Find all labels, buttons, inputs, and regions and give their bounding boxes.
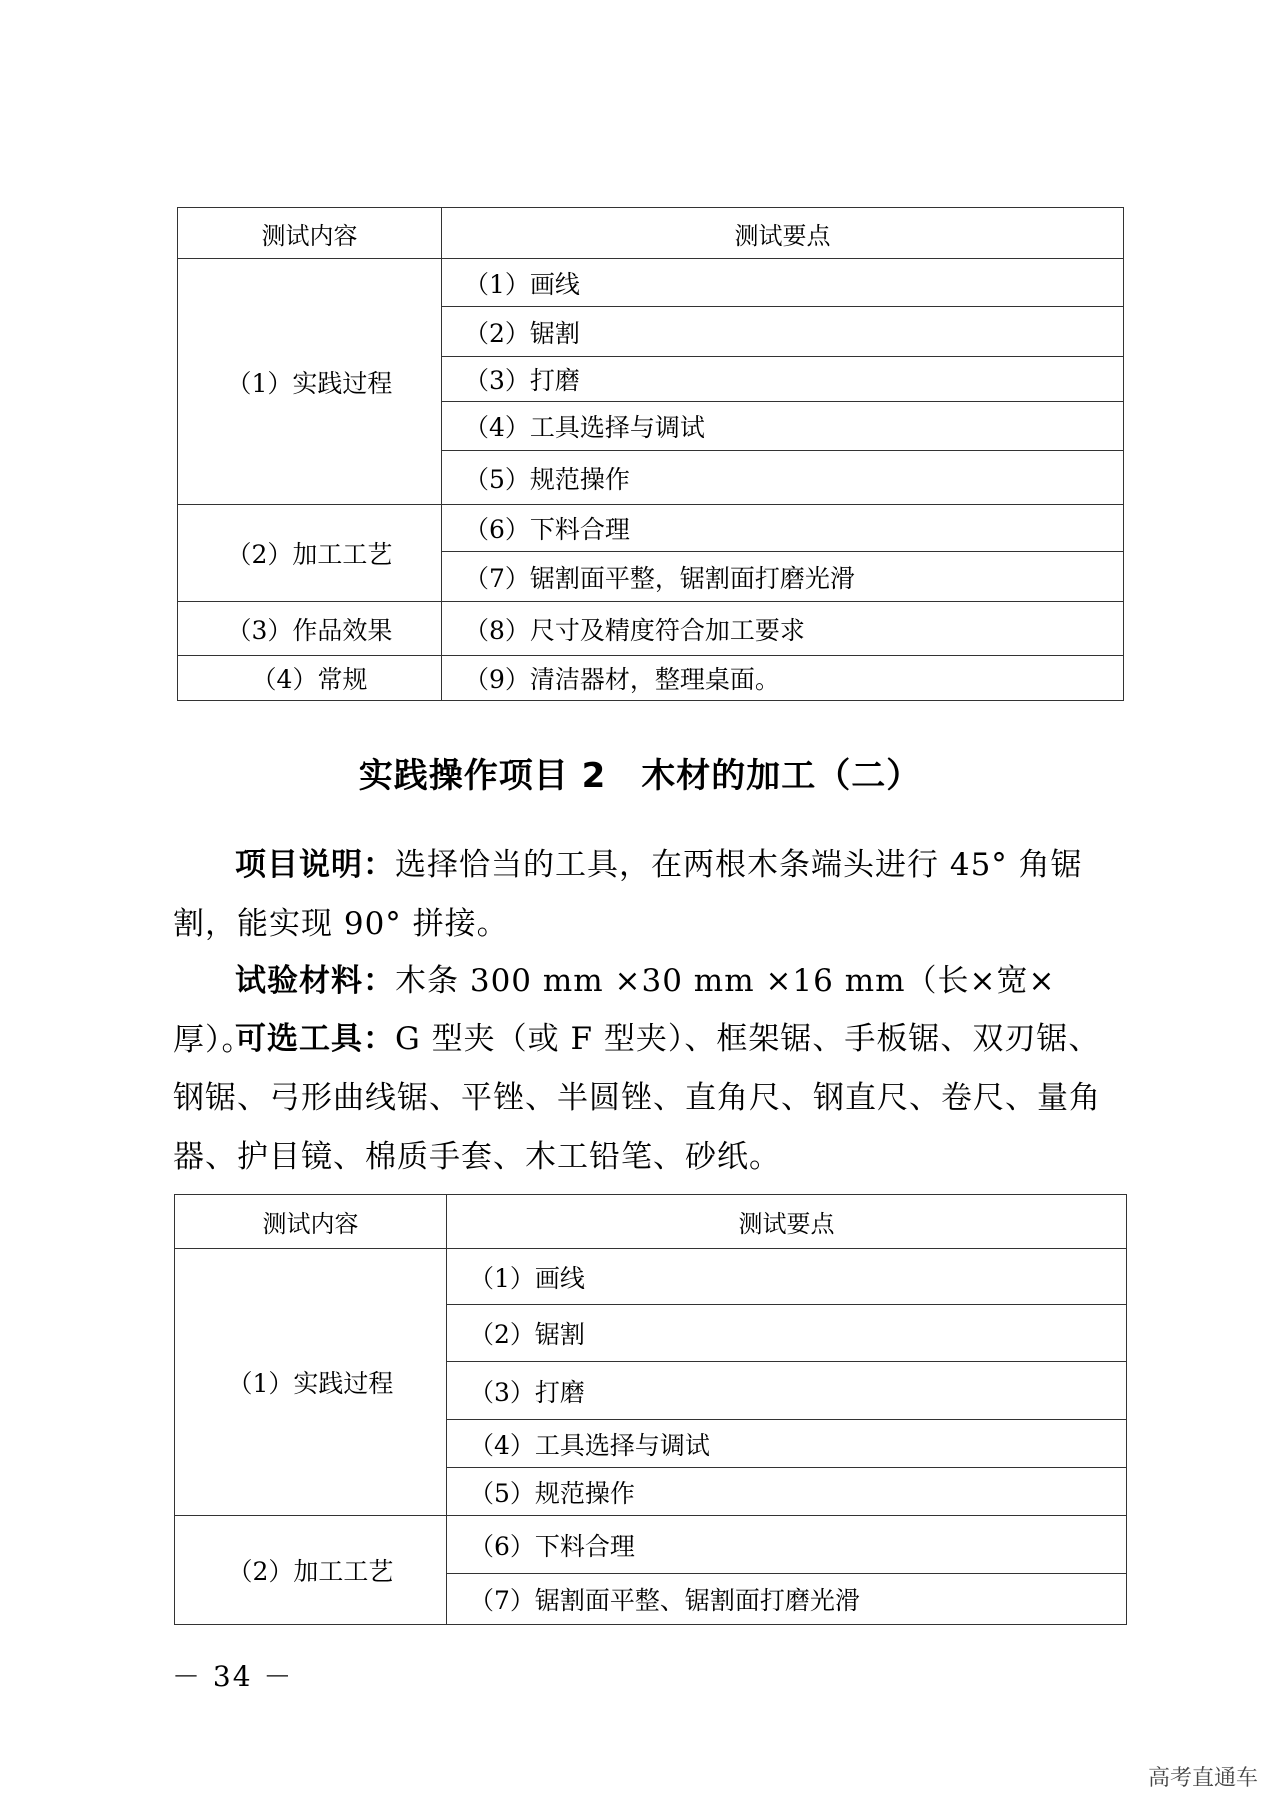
page-number: － 34 － [172, 1660, 294, 1693]
table-row [178, 656, 1124, 701]
section-title: 实践操作项目 2 木材的加工（二） [358, 756, 922, 796]
content-cell: （1）实践过程 [178, 259, 442, 505]
point-cell: （3）打磨 [442, 357, 1124, 402]
test-table-2 [174, 1194, 1127, 1625]
table-header-row [175, 1195, 1127, 1249]
test-table-1 [177, 207, 1124, 701]
point-cell: （3）打磨 [447, 1362, 1127, 1420]
header-test-content: 测试内容 [178, 208, 442, 259]
project-description-text: 选择恰当的工具，在两根木条端头进行 45° 角锯割，能实现 90° 拼接。 [173, 847, 1083, 942]
table-row [178, 505, 1124, 552]
test-materials-label: 试验材料： [235, 963, 395, 999]
point-cell: （7）锯割面平整、锯割面打磨光滑 [447, 1574, 1127, 1625]
point-cell: （4）工具选择与调试 [447, 1420, 1127, 1468]
table-header-row [178, 208, 1124, 259]
content-cell: （2）加工工艺 [175, 1516, 447, 1625]
point-cell: （5）规范操作 [447, 1468, 1127, 1516]
header-test-points: 测试要点 [442, 208, 1124, 259]
point-cell: （2）锯割 [442, 307, 1124, 357]
point-cell: （8）尺寸及精度符合加工要求 [442, 602, 1124, 656]
optional-tools-paragraph [173, 1010, 1128, 1187]
content-cell: （1）实践过程 [175, 1249, 447, 1516]
table-row [175, 1249, 1127, 1305]
content-cell: （4）常规 [178, 656, 442, 701]
point-cell: （7）锯割面平整，锯割面打磨光滑 [442, 552, 1124, 602]
point-cell: （6）下料合理 [442, 505, 1124, 552]
header-test-points: 测试要点 [447, 1195, 1127, 1249]
watermark: 高考直通车 [1147, 1766, 1258, 1791]
project-description-label: 项目说明： [235, 847, 395, 883]
table-row [175, 1516, 1127, 1574]
test-materials-text: 木条 300 mm ×30 mm ×16 mm（长×宽×厚）。 [173, 963, 1056, 1058]
point-cell: （5）规范操作 [442, 451, 1124, 505]
point-cell: （9）清洁器材，整理桌面。 [442, 656, 1124, 701]
project-description-paragraph [173, 836, 1128, 954]
content-cell: （3）作品效果 [178, 602, 442, 656]
optional-tools-label: 可选工具： [235, 1021, 395, 1057]
table-row [178, 259, 1124, 307]
point-cell: （6）下料合理 [447, 1516, 1127, 1574]
table-row [178, 602, 1124, 656]
header-test-content: 测试内容 [175, 1195, 447, 1249]
point-cell: （2）锯割 [447, 1305, 1127, 1362]
point-cell: （4）工具选择与调试 [442, 402, 1124, 451]
content-cell: （2）加工工艺 [178, 505, 442, 602]
point-cell: （1）画线 [447, 1249, 1127, 1305]
optional-tools-text: G 型夹（或 F 型夹）、框架锯、手板锯、双刃锯、钢锯、弓形曲线锯、平锉、半圆锉、直角尺、钢直尺、卷尺、量角器、护目镜、棉质手套、木工铅笔、砂纸。 [173, 1021, 1101, 1175]
point-cell: （1）画线 [442, 259, 1124, 307]
